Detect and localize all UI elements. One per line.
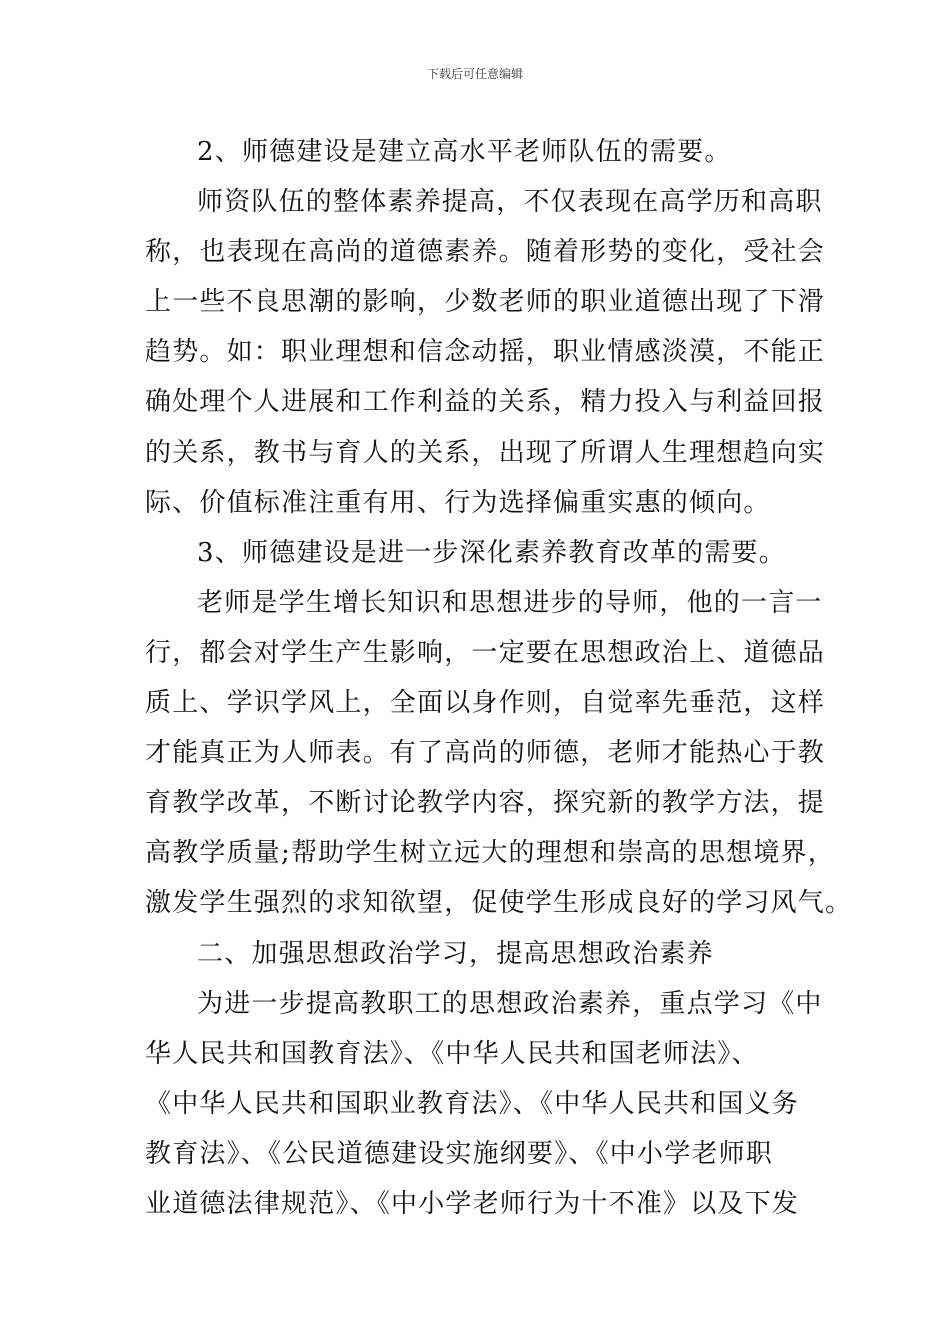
text-line: 际、价值标准注重有用、行为选择偏重实惠的倾向。 bbox=[145, 487, 771, 518]
text-line: 的关系，教书与育人的关系，出现了所谓人生理想趋向实 bbox=[145, 437, 826, 468]
text-line: 激发学生强烈的求知欲望，促使学生形成良好的学习风气。 bbox=[145, 888, 853, 919]
text-line: 质上、学识学风上，全面以身作则，自觉率先垂范，这样 bbox=[145, 688, 826, 719]
text-line: 才能真正为人师表。有了高尚的师德，老师才能热心于教 bbox=[145, 738, 826, 769]
page-header: 下载后可任意编辑 bbox=[426, 67, 523, 81]
text-line: 2、师德建设是建立高水平老师队伍的需要。 bbox=[197, 137, 732, 167]
text-line: 育教学改革，不断讨论教学内容，探究新的教学方法，提 bbox=[145, 788, 826, 819]
text-line: 上一些不良思潮的影响，少数老师的职业道德出现了下滑 bbox=[145, 287, 826, 318]
text-line: 确处理个人进展和工作利益的关系，精力投入与利益回报 bbox=[145, 387, 826, 418]
text-line: 高教学质量;帮助学生树立远大的理想和崇高的思想境界， bbox=[145, 838, 835, 869]
text-line: 业道德法律规范》、《中小学老师行为十不准》以及下发 bbox=[145, 1188, 800, 1219]
text-line: 为进一步提高教职工的思想政治素养，重点学习《中 bbox=[197, 988, 823, 1019]
text-line: 师资队伍的整体素养提高，不仅表现在高学历和高职 bbox=[197, 187, 823, 218]
text-line: 《中华人民共和国职业教育法》、《中华人民共和国义务 bbox=[145, 1088, 800, 1119]
text-line: 称，也表现在高尚的道德素养。随着形势的变化，受社会 bbox=[145, 237, 826, 268]
text-line: 教育法》、《公民道德建设实施纲要》、《中小学老师职 bbox=[145, 1138, 774, 1169]
text-line: 华人民共和国教育法》、《中华人民共和国老师法》、 bbox=[145, 1038, 759, 1069]
text-line: 老师是学生增长知识和思想进步的导师，他的一言一 bbox=[197, 587, 823, 618]
text-line: 趋势。如：职业理想和信念动摇，职业情感淡漠，不能正 bbox=[145, 337, 826, 368]
text-line: 行，都会对学生产生影响，一定要在思想政治上、道德品 bbox=[145, 637, 826, 668]
document-body bbox=[145, 127, 853, 1229]
section-heading: 二、加强思想政治学习，提高思想政治素养 bbox=[197, 938, 714, 969]
text-line: 3、师德建设是进一步深化素养教育改革的需要。 bbox=[197, 537, 786, 568]
